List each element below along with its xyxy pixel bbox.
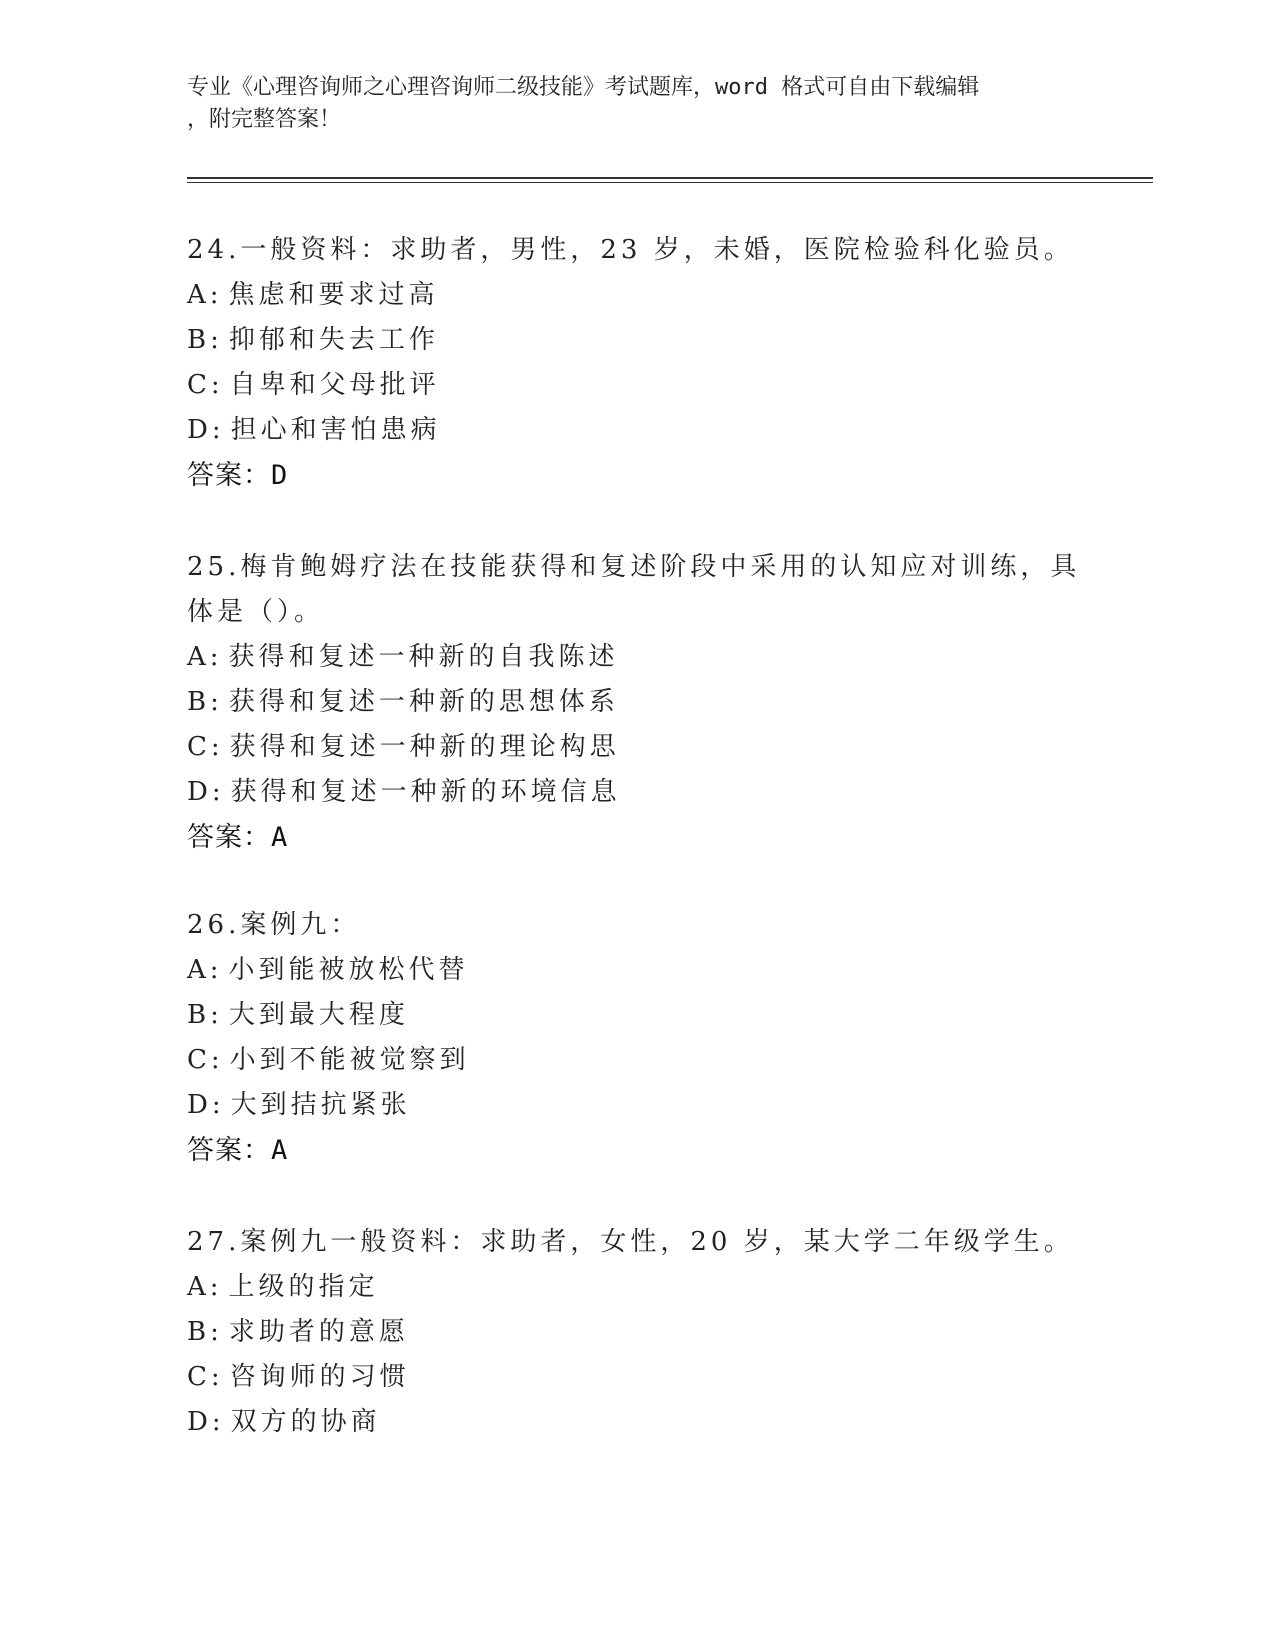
- answer-value: D: [271, 460, 288, 491]
- option-key: D:: [187, 1407, 225, 1437]
- option-text: 获得和复述一种新的自我陈述: [228, 642, 619, 672]
- question-number: 25.: [187, 552, 241, 582]
- answer-line: [187, 1128, 1087, 1173]
- option-c: [187, 1355, 1087, 1400]
- option-text: 大到拮抗紧张: [230, 1090, 411, 1120]
- option-c: [187, 363, 1087, 408]
- question-24: [187, 228, 1087, 498]
- question-stem: [187, 1220, 1087, 1265]
- option-key: D:: [187, 1090, 225, 1120]
- option-text: 自卑和父母批评: [229, 370, 440, 400]
- option-a: [187, 273, 1087, 318]
- question-25: [187, 545, 1087, 860]
- option-text: 获得和复述一种新的环境信息: [230, 777, 621, 807]
- answer-value: A: [271, 1135, 288, 1166]
- question-text: 案例九：: [240, 910, 361, 940]
- header-divider-thin: [187, 182, 1153, 183]
- option-key: A:: [187, 955, 223, 985]
- option-b: [187, 1310, 1087, 1355]
- option-c: [187, 725, 1087, 770]
- answer-line: [187, 815, 1087, 860]
- option-text: 双方的协商: [230, 1407, 381, 1437]
- question-number: 26.: [187, 910, 241, 940]
- option-a: [187, 948, 1087, 993]
- option-text: 担心和害怕患病: [230, 415, 441, 445]
- answer-value: A: [271, 822, 288, 853]
- option-key: B:: [187, 325, 223, 355]
- header-line-2: ，附完整答案！: [187, 107, 342, 132]
- question-stem: [187, 545, 1087, 635]
- option-text: 上级的指定: [228, 1272, 379, 1302]
- answer-label: 答案：: [187, 460, 271, 491]
- answer-label: 答案：: [187, 822, 271, 853]
- option-d: [187, 1400, 1087, 1445]
- answer-line: [187, 453, 1087, 498]
- option-text: 抑郁和失去工作: [228, 325, 439, 355]
- option-key: C:: [187, 732, 224, 762]
- question-number: 27.: [187, 1227, 241, 1257]
- document-header: [187, 72, 1087, 136]
- option-d: [187, 408, 1087, 453]
- option-key: D:: [187, 777, 225, 807]
- option-key: C:: [187, 1362, 224, 1392]
- question-26: [187, 903, 1087, 1173]
- option-key: D:: [187, 415, 225, 445]
- option-b: [187, 680, 1087, 725]
- option-key: B:: [187, 1317, 223, 1347]
- option-a: [187, 1265, 1087, 1310]
- option-d: [187, 770, 1087, 815]
- option-key: A:: [187, 642, 223, 672]
- question-27: [187, 1220, 1087, 1445]
- option-text: 获得和复述一种新的理论构思: [229, 732, 620, 762]
- question-text: 梅肯鲍姆疗法在技能获得和复述阶段中采用的认知应对训练，具体是（）。: [187, 552, 1081, 627]
- option-text: 焦虑和要求过高: [228, 280, 439, 310]
- question-text: 案例九一般资料：求助者，女性，20 岁，某大学二年级学生。: [240, 1227, 1074, 1257]
- option-key: A:: [187, 280, 223, 310]
- header-line-1: 专业《心理咨询师之心理咨询师二级技能》考试题库，word 格式可自由下载编辑: [187, 75, 980, 100]
- question-stem: [187, 228, 1087, 273]
- question-text: 一般资料：求助者，男性，23 岁，未婚，医院检验科化验员。: [240, 235, 1074, 265]
- option-text: 求助者的意愿: [228, 1317, 409, 1347]
- option-text: 小到能被放松代替: [228, 955, 469, 985]
- header-divider-thick: [187, 177, 1153, 179]
- option-text: 大到最大程度: [228, 1000, 409, 1030]
- option-text: 咨询师的习惯: [229, 1362, 410, 1392]
- answer-label: 答案：: [187, 1135, 271, 1166]
- option-key: B:: [187, 1000, 223, 1030]
- option-key: C:: [187, 370, 224, 400]
- option-key: A:: [187, 1272, 223, 1302]
- option-d: [187, 1083, 1087, 1128]
- question-number: 24.: [187, 235, 241, 265]
- option-a: [187, 635, 1087, 680]
- option-text: 小到不能被觉察到: [229, 1045, 470, 1075]
- option-b: [187, 993, 1087, 1038]
- option-key: C:: [187, 1045, 224, 1075]
- option-c: [187, 1038, 1087, 1083]
- option-text: 获得和复述一种新的思想体系: [228, 687, 619, 717]
- option-b: [187, 318, 1087, 363]
- question-stem: [187, 903, 1087, 948]
- option-key: B:: [187, 687, 223, 717]
